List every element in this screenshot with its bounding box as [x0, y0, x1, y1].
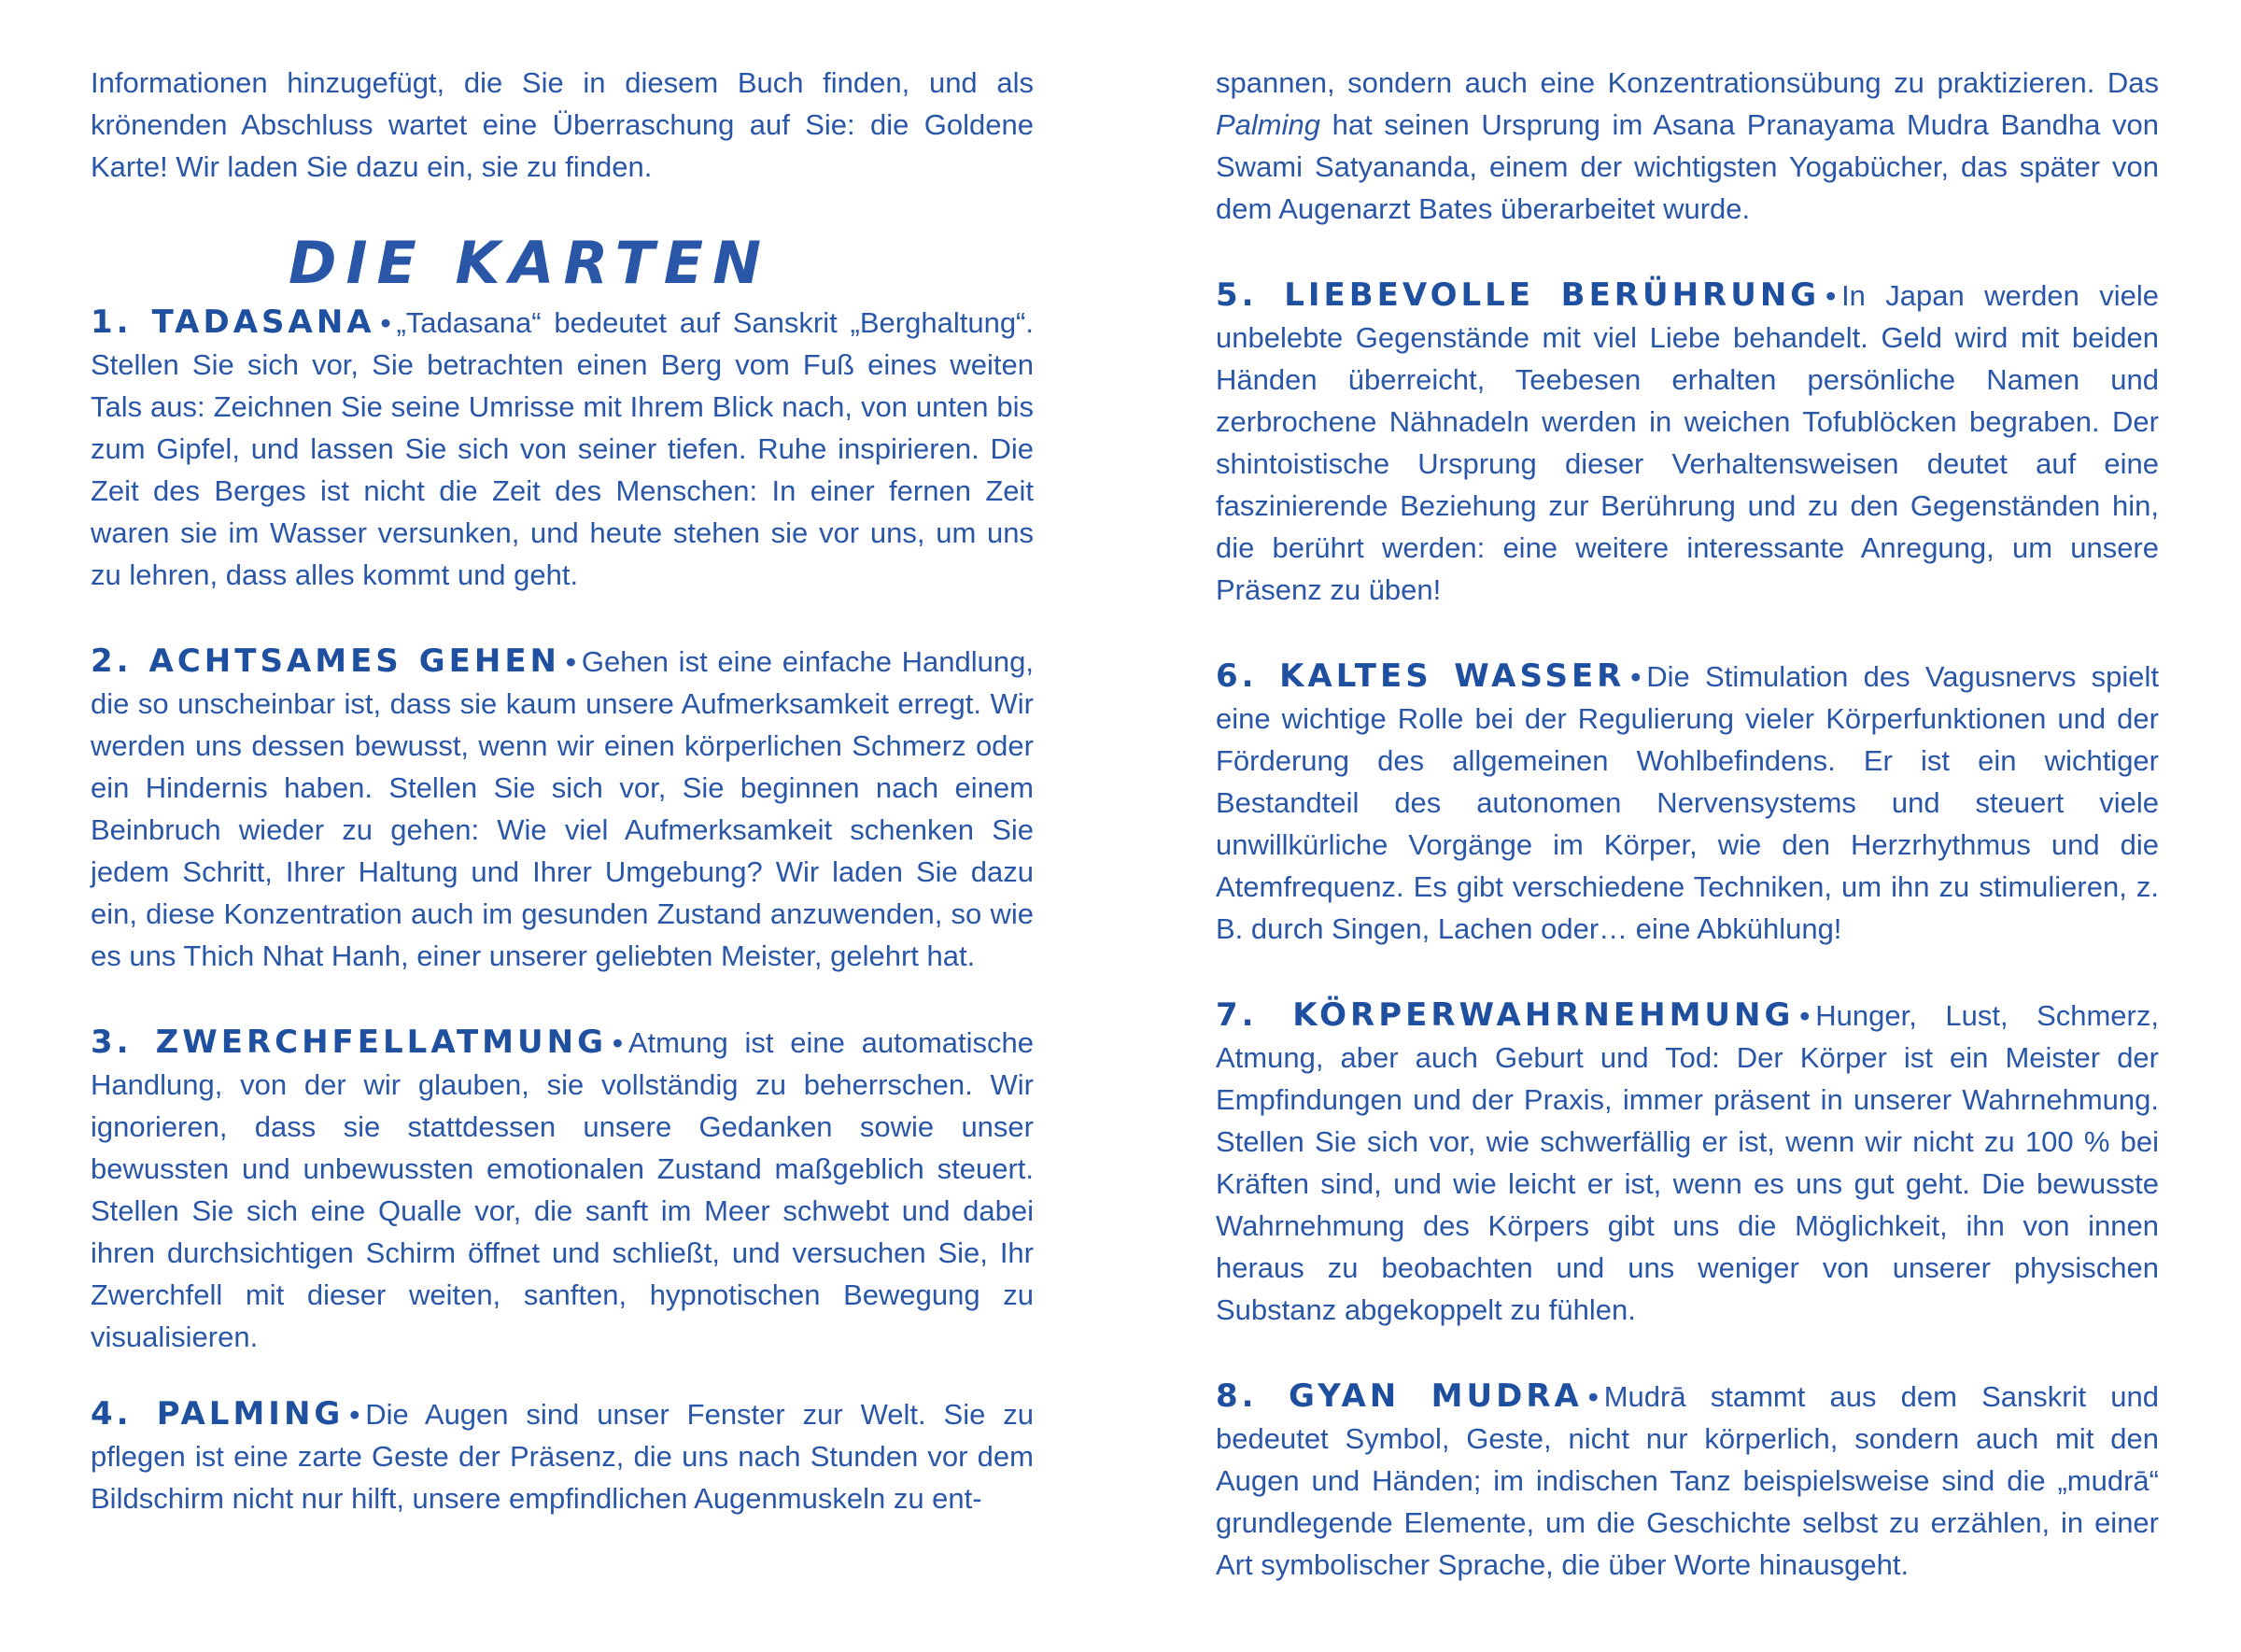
card-text-4: Die Augen sind unser Fenster zur Welt. Sie zu pflegen ist eine zarte Geste der Präsenz, die uns nach Stunden vor dem Bildschirm nicht nur hilft, unsere empfindlichen Augenmuskeln zu ent-: [91, 1398, 1034, 1515]
card-text-6: Die Stimulation des Vagusnervs spielt eine wichtige Rolle bei der Regulierung vieler Körperfunktionen und der Förderung des allgemeinen Wohlbefindens. Er ist ein wichtiger Bestandteil des autonomen Nervensystems und steuert viele unwillkürliche Vorgänge im Körper, wie den Herzrhythmus und die Atemfrequenz. Es gibt verschiedene Techniken, um ihn zu stimulieren, z. B. durch Singen, Lachen oder… eine Abkühlung!: [1216, 660, 2159, 945]
card-entry-2: [91, 641, 1034, 977]
bullet-separator: •: [1799, 999, 1811, 1032]
card-text-8: Mudrā stammt aus dem Sanskrit und bedeutet Symbol, Geste, nicht nur körperlich, sondern auch mit den Augen und Händen; im indischen Tanz beispielsweise sind die „mudrā“ grundlegende Elemente, um die Geschichte selbst zu erzählen, in einer Art symbolischer Sprache, die über Worte hinausgeht.: [1216, 1380, 2160, 1581]
card-heading-5: 5. LIEBEVOLLE BERÜHRUNG: [1216, 276, 1821, 314]
card-text-5: In Japan werden viele unbelebte Gegenstände mit viel Liebe behandelt. Geld wird mit beiden Händen überreicht, Teebesen erhalten persönliche Namen und zerbrochene Nähnadeln werden in weichen Tofublöcken begraben. Der shintoistische Ursprung dieser Verhaltensweisen deutet auf eine faszinierende Beziehung zur Berührung und zu den Gegenständen hin, die berührt werden: eine weitere interessante Anregung, um unsere Präsenz zu üben!: [1216, 279, 2159, 606]
left-page-column: [91, 62, 1034, 1519]
bullet-separator: •: [380, 306, 391, 339]
bullet-separator: •: [566, 645, 576, 678]
bullet-separator: •: [613, 1026, 623, 1059]
bullet-separator: •: [1825, 279, 1837, 312]
card-entry-4: [91, 1393, 1034, 1519]
card-heading-1: 1. TADASANA: [91, 304, 375, 341]
continuation-emphasis: Palming: [1216, 108, 1320, 141]
card-heading-6: 6. KALTES WASSER: [1216, 657, 1626, 695]
continuation-paragraph: [1216, 62, 2159, 230]
card-text-1: „Tadasana“ bedeutet auf Sanskrit „Berghaltung“. Stellen Sie sich vor, Sie betrachten einen Berg vom Fuß eines weiten Tals aus: Zeichnen Sie seine Umrisse mit Ihrem Blick nach, von unten bis zum Gipfel, und lassen Sie sich von seiner tiefen. Ruhe inspirieren. Die Zeit des Berges ist nicht die Zeit des Menschen: In einer fernen Zeit waren sie im Wasser versunken, und heute stehen sie vor uns, um uns zu lehren, dass alles kommt und geht.: [91, 306, 1034, 591]
card-heading-8: 8. GYAN MUDRA: [1216, 1377, 1583, 1415]
continuation-text-a: spannen, sondern auch eine Konzentrationsübung zu praktizieren. Das: [1216, 66, 2159, 99]
card-entry-1: [91, 302, 1034, 596]
card-heading-4: 4. PALMING: [91, 1395, 345, 1433]
right-page-column: [1216, 62, 2159, 1586]
continuation-text-b: hat seinen Ursprung im Asana Pranayama Mudra Bandha von Swami Satyananda, einem der wichtigsten Yogabücher, das später von dem Augenarzt Bates überarbeitet wurde.: [1216, 108, 2159, 225]
card-text-3: Atmung ist eine automatische Handlung, von der wir glauben, sie vollständig zu beherrschen. Wir ignorieren, dass sie stattdessen unsere Gedanken sowie unser bewussten und unbewussten emotionalen Zustand maßgeblich steuert. Stellen Sie sich eine Qualle vor, die sanft im Meer schwebt und dabei ihren durchsichtigen Schirm öffnet und schließt, und versuchen Sie, Ihr Zwerchfell mit dieser weiten, sanften, hypnotischen Bewegung zu visualisieren.: [91, 1026, 1034, 1353]
card-entry-7: [1216, 995, 2159, 1331]
intro-paragraph: Informationen hinzugefügt, die Sie in diesem Buch finden, und als krönenden Abschluss wartet eine Überraschung auf Sie: die Goldene Karte! Wir laden Sie dazu ein, sie zu finden.: [91, 66, 1034, 183]
card-text-2: Gehen ist eine einfache Handlung, die so unscheinbar ist, dass sie kaum unsere Aufmerksamkeit erregt. Wir werden uns dessen bewusst, wenn wir einen körperlichen Schmerz oder ein Hindernis haben. Stellen Sie sich vor, Sie beginnen nach einem Beinbruch wieder zu gehen: Wie viel Aufmerksamkeit schenken Sie jedem Schritt, Ihrer Haltung und Ihrer Umgebung? Wir laden Sie dazu ein, diese Konzentration auch im gesunden Zustand anzuwenden, so wie es uns Thich Nhat Hanh, einer unserer geliebten Meister, gelehrt hat.: [91, 645, 1035, 972]
bullet-separator: •: [1587, 1380, 1599, 1413]
bullet-separator: •: [349, 1398, 360, 1431]
card-heading-7: 7. KÖRPERWAHRNEHMUNG: [1216, 996, 1795, 1034]
card-entry-3: [91, 1022, 1034, 1358]
card-heading-3: 3. ZWERCHFELLATMUNG: [91, 1024, 607, 1061]
card-entry-6: [1216, 656, 2159, 950]
card-entry-5: [1216, 275, 2159, 611]
card-entry-8: [1216, 1376, 2159, 1586]
section-title: DIE KARTEN: [289, 229, 770, 297]
card-text-7: Hunger, Lust, Schmerz, Atmung, aber auch Geburt und Tod: Der Körper ist ein Meister der Empfindungen und der Praxis, immer präsent in unserer Wahrnehmung. Stellen Sie sich vor, wie schwerfällig er ist, wenn wir nicht zu 100 % bei Kräften sind, und wie leicht er ist, wenn es uns gut geht. Die bewusste Wahrnehmung des Körpers gibt uns die Möglichkeit, ihn von innen heraus zu beobachten und uns weniger von unserer physischen Substanz abgekoppelt zu fühlen.: [1216, 999, 2159, 1326]
bullet-separator: •: [1630, 660, 1642, 693]
card-heading-2: 2. ACHTSAMES GEHEN: [91, 642, 561, 680]
